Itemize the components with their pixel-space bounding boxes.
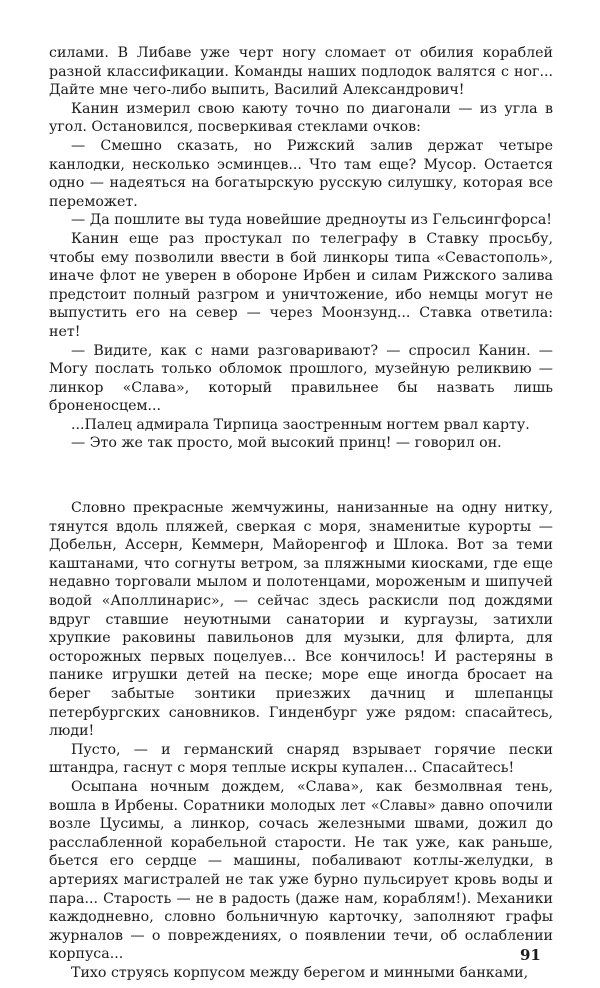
section-break xyxy=(49,453,553,499)
dialogue-line: — Смешно сказать, но Рижский залив держат четыре канлодки, несколько эсминцев... Что там еще? Мусор. Остается одно — надеяться на богатырскую русскую силушку, которая все переможет. xyxy=(49,137,553,210)
paragraph: Тихо струясь корпусом между берегом и минными банками, xyxy=(71,964,529,981)
text-section-2 xyxy=(49,499,553,982)
page-body xyxy=(49,44,553,983)
dialogue-line: — Да пошлите вы туда новейшие дредноуты из Гельсингфорса! xyxy=(71,212,552,229)
paragraph: ...Палец адмирала Тирпица заостренным ногтем рвал карту. xyxy=(71,416,530,433)
paragraph: Осыпана ночным дождем, «Слава», как безмолвная тень, вошла в Ирбены. Соратники молодых лет «Славы» давно опочили возле Цусимы, а линкор, сочась железными швами, дожил до расслабленной корабельной старости. Не так уже, как раньше, бьется его сердце — машины, побаливают котлы-желудки, в артериях магистралей не так уже бурно пульсирует кровь воды и пара... Старость — не в радость (даже нам, кораблям!). Механики каждодневно, словно больничную карточку, заполняют графы журналов — о повреждениях, о появлении течи, об ослаблении корпуса... xyxy=(49,778,553,963)
paragraph-continued: силами. В Либаве уже черт ногу сломает от обилия кораблей разной классификации. Команды наших подлодок валятся с ног... Дайте мне чего-либо выпить, Василий Александрович! xyxy=(49,45,553,99)
paragraph: Пусто, — и германский снаряд взрывает горячие пески штандра, гаснут с моря теплые искры купален... Спасайтесь! xyxy=(49,741,553,777)
paragraph: Канин еще раз простукал по телеграфу в Ставку просьбу, чтобы ему позволили ввести в бой линкоры типа «Севастополь», иначе флот не уверен в обороне Ирбен и силам Рижского залива предстоит полный разгром и уничтожение, ибо немцы могут не выпустить его на север — через Моонзунд... Ставка ответила: нет! xyxy=(49,230,553,340)
paragraph: Канин измерил свою каюту точно по диагонали — из угла в угол. Остановился, посверкивая стеклами очков: xyxy=(49,100,553,136)
page-number: 91 xyxy=(520,946,541,964)
paragraph: Словно прекрасные жемчужины, нанизанные на одну нитку, тянутся вдоль пляжей, сверкая с моря, знаменитые курорты — Добельн, Ассерн, Кеммерн, Майоренгоф и Шлока. Вот за теми каштанами, что согнуты ветром, за пляжными киосками, где еще недавно торговали мылом и полотенцами, мороженым и шипучей водой «Аполлинарис», — сейчас здесь раскисли под дождями вдруг ставшие неуютными санатории и кургаузы, затихли хрупкие раковины павильонов для музыки, для флирта, для осторожных первых поцелуев... Все кончилось! И растеряны в панике игрушки детей на песке; море еще иногда бросает на берег забытые зонтики приезжих дачниц и шлепанцы петербургских сановников. Гинденбург уже рядом: спасайтесь, люди! xyxy=(49,500,553,740)
dialogue-line: — Это же так просто, мой высокий принц! — говорил он. xyxy=(71,435,502,452)
text-section-1 xyxy=(49,44,553,453)
dialogue-line: — Видите, как с нами разговаривают? — спросил Канин. — Могу послать только обломок прошлого, музейную реликвию — линкор «Слава», который правильнее бы назвать лишь броненосцем... xyxy=(49,342,553,415)
